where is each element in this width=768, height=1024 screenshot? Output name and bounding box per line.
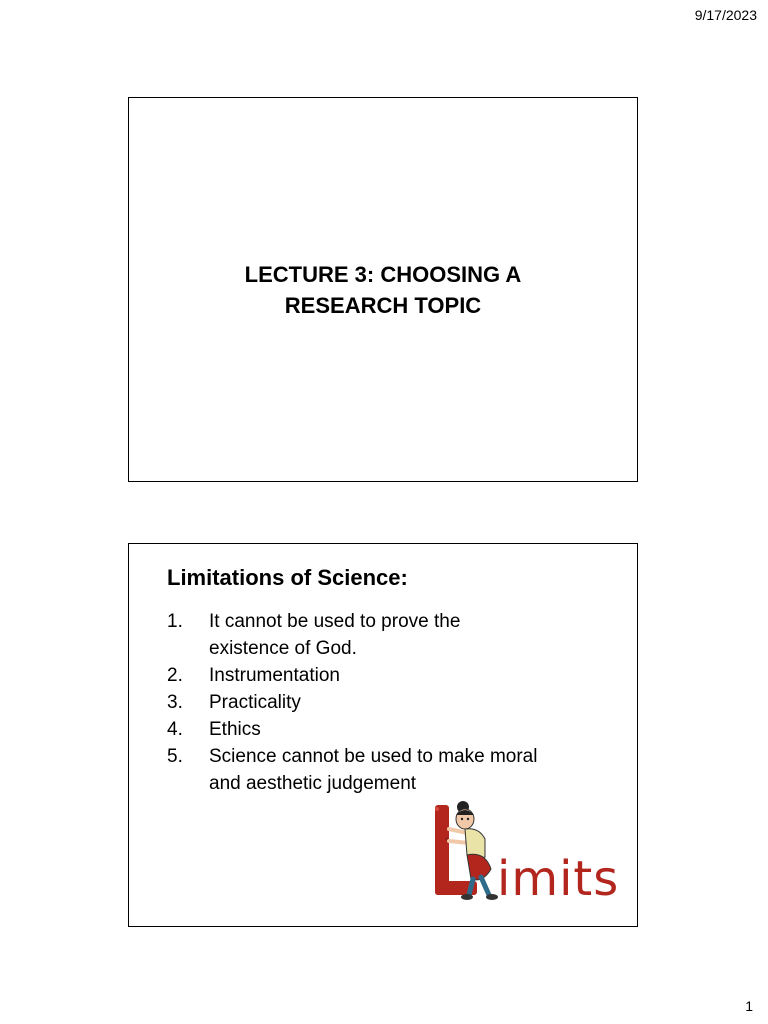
lecture-title-line-2: RESEARCH TOPIC: [284, 293, 482, 318]
list-item: [167, 608, 587, 662]
list-item-text-cont: and aesthetic judgement: [209, 773, 417, 794]
list-item-number: 2.: [167, 665, 183, 686]
limits-illustration: [429, 799, 629, 907]
limits-word: imits: [497, 851, 620, 907]
list-item-number: 5.: [167, 746, 183, 767]
lecture-title-line-1: LECTURE 3: CHOOSING A: [244, 262, 522, 287]
list-item-number: 1.: [167, 611, 183, 632]
list-item: [167, 716, 587, 743]
list-item: [167, 662, 587, 689]
slide-heading: Limitations of Science:: [167, 565, 408, 590]
slide-title: [128, 97, 638, 482]
lecture-title: [129, 259, 637, 321]
list-item-text: Instrumentation: [209, 665, 340, 686]
list-item-text: Practicality: [209, 692, 301, 713]
list-item-text: It cannot be used to prove the: [209, 611, 461, 632]
list-item-text-cont: existence of God.: [209, 638, 357, 659]
list-item-text: Ethics: [209, 719, 261, 740]
slide-limitations: [128, 543, 638, 927]
page-number: 1: [745, 998, 753, 1014]
list-item-text: Science cannot be used to make moral: [209, 746, 538, 767]
list-item: [167, 689, 587, 716]
list-item-number: 4.: [167, 719, 183, 740]
list-item-number: 3.: [167, 692, 183, 713]
list-item: [167, 743, 587, 797]
limitations-list: [167, 608, 587, 797]
page-date: 9/17/2023: [694, 7, 757, 23]
